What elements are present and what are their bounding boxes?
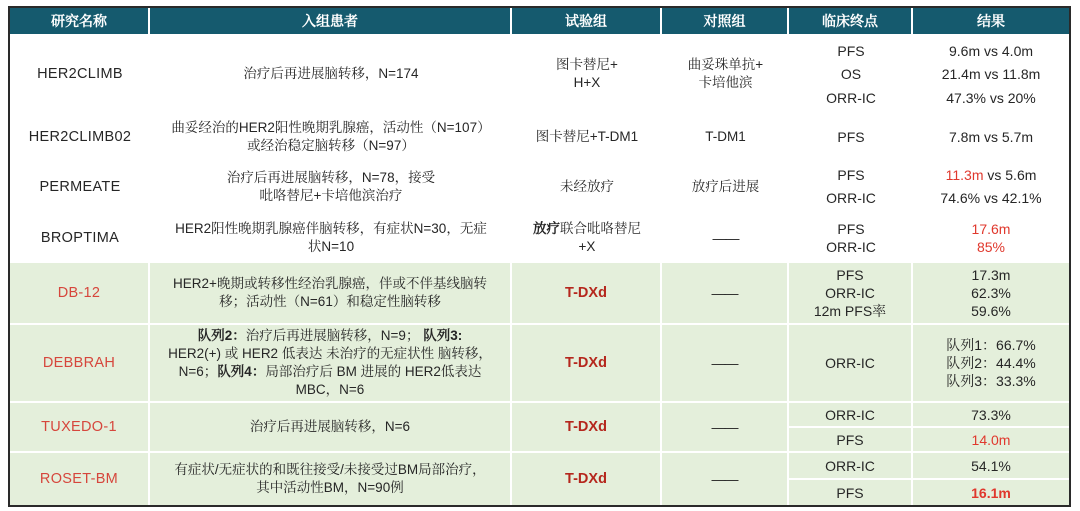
result-cell: 9.6m vs 4.0m 21.4m vs 11.8m 47.3% vs 20% bbox=[941, 42, 1041, 106]
endpoint-cell: PFS bbox=[789, 478, 913, 505]
result-cell: 73.3% bbox=[971, 406, 1011, 423]
header-result: 结果 bbox=[977, 13, 1005, 29]
endpoint-cell: PFS ORR-IC bbox=[826, 220, 876, 255]
patients-cell: 曲妥经治的HER2阳性晚期乳腺癌，活动性（N=107） 或经治稳定脑转移（N=97） bbox=[171, 119, 491, 153]
table-header-row bbox=[10, 8, 1069, 34]
result-cell: 17.6m 85% bbox=[971, 220, 1011, 255]
table-row-db-12 bbox=[10, 261, 1069, 323]
study-cell: ROSET-BM bbox=[10, 453, 150, 505]
table-row-her2climb bbox=[10, 34, 1069, 114]
control-cell: —— bbox=[662, 403, 789, 451]
table-row-roset-bm bbox=[10, 451, 1069, 505]
result-cell: 7.8m vs 5.7m bbox=[948, 128, 1034, 145]
result-cell: 队列1：66.7% 队列2：44.4% 队列3：33.3% bbox=[946, 337, 1036, 389]
result-cell: 17.3m 62.3% 59.6% bbox=[971, 267, 1011, 319]
control-cell: T-DM1 bbox=[705, 128, 746, 144]
endpoint-cell: PFS bbox=[837, 128, 865, 145]
endpoint-cell: PFS ORR-IC bbox=[826, 167, 876, 206]
endpoint-cell: PFS OS ORR-IC bbox=[826, 42, 876, 106]
control-cell: —— bbox=[662, 325, 789, 401]
arm-cell: 图卡替尼+T-DM1 bbox=[535, 128, 639, 144]
result-cell: 14.0m bbox=[913, 426, 1069, 451]
patients-cell: 有症状/无症状的和既往接受/未接受过BM局部治疗， 其中活动性BM，N=90例 bbox=[150, 453, 512, 505]
patients-cell: 治疗后再进展脑转移，N=174 bbox=[243, 66, 419, 81]
arm-cell: 未经放疗 bbox=[560, 178, 614, 194]
study-cell: TUXEDO-1 bbox=[10, 403, 150, 451]
clinical-trials-table bbox=[8, 6, 1071, 507]
patients-cell: HER2+晚期或转移性经治乳腺癌，伴或不伴基线脑转 移；活动性（N=61）和稳定性脑转移 bbox=[150, 263, 512, 323]
study-cell: DB-12 bbox=[10, 263, 150, 323]
header-enrolled-patients: 入组患者 bbox=[150, 8, 512, 34]
patients-cell: 治疗后再进展脑转移，N=78，接受 吡咯替尼+卡培他滨治疗 bbox=[226, 169, 436, 203]
patients-cell: 队列2：治疗后再进展脑转移，N=9； 队列3: HER2(+) 或 HER2 低表达 未治疗的无症状性 脑转移， N=6；队列4：局部治疗后 BM 进展的 HER2低表达 MBC，N=6 bbox=[150, 325, 512, 401]
arm-cell: T-DXd bbox=[512, 325, 662, 401]
control-cell: 曲妥珠单抗+ 卡培他滨 bbox=[687, 57, 764, 90]
result-cell: 54.1% bbox=[971, 457, 1011, 474]
arm-cell: T-DXd bbox=[512, 263, 662, 323]
table-row-broptima bbox=[10, 214, 1069, 261]
control-cell: 放疗后进展 bbox=[691, 178, 760, 194]
result-cell: 11.3m vs 5.6m 74.6% vs 42.1% bbox=[940, 167, 1042, 206]
table-row-tuxedo-1 bbox=[10, 401, 1069, 451]
endpoint-result-subgrid bbox=[789, 453, 1069, 505]
endpoint-cell: ORR-IC bbox=[789, 453, 913, 478]
study-cell: HER2CLIMB bbox=[37, 66, 123, 82]
study-cell: BROPTIMA bbox=[40, 229, 120, 246]
arm-cell: T-DXd bbox=[512, 403, 662, 451]
header-study-name: 研究名称 bbox=[10, 8, 150, 34]
endpoint-cell: ORR-IC bbox=[789, 403, 913, 426]
endpoint-cell: PFS ORR-IC 12m PFS率 bbox=[789, 263, 913, 323]
endpoint-result-subgrid bbox=[789, 403, 1069, 451]
arm-cell: 图卡替尼+ H+X bbox=[556, 57, 618, 90]
patients-cell: 治疗后再进展脑转移，N=6 bbox=[150, 403, 512, 451]
table-row-permeate bbox=[10, 159, 1069, 214]
header-experimental-arm: 试验组 bbox=[512, 8, 662, 34]
study-cell: PERMEATE bbox=[39, 178, 121, 195]
endpoint-cell: PFS bbox=[789, 426, 913, 451]
control-cell: —— bbox=[662, 263, 789, 323]
study-cell: DEBBRAH bbox=[10, 325, 150, 401]
table-row-her2climb02 bbox=[10, 114, 1069, 159]
patients-cell: HER2阳性晚期乳腺癌伴脑转移，有症状N=30，无症 状N=10 bbox=[175, 220, 487, 254]
header-clinical-endpoint: 临床终点 bbox=[789, 8, 913, 34]
endpoint-cell: ORR-IC bbox=[789, 325, 913, 401]
result-cell: 16.1m bbox=[913, 478, 1069, 505]
arm-cell: T-DXd bbox=[512, 453, 662, 505]
study-cell: HER2CLIMB02 bbox=[28, 128, 132, 145]
table-row-debbrah bbox=[10, 323, 1069, 401]
arm-cell: 放疗联合吡咯替尼 +X bbox=[533, 220, 641, 254]
control-cell: —— bbox=[662, 453, 789, 505]
header-control-arm: 对照组 bbox=[662, 8, 789, 34]
control-cell: —— bbox=[712, 229, 739, 246]
